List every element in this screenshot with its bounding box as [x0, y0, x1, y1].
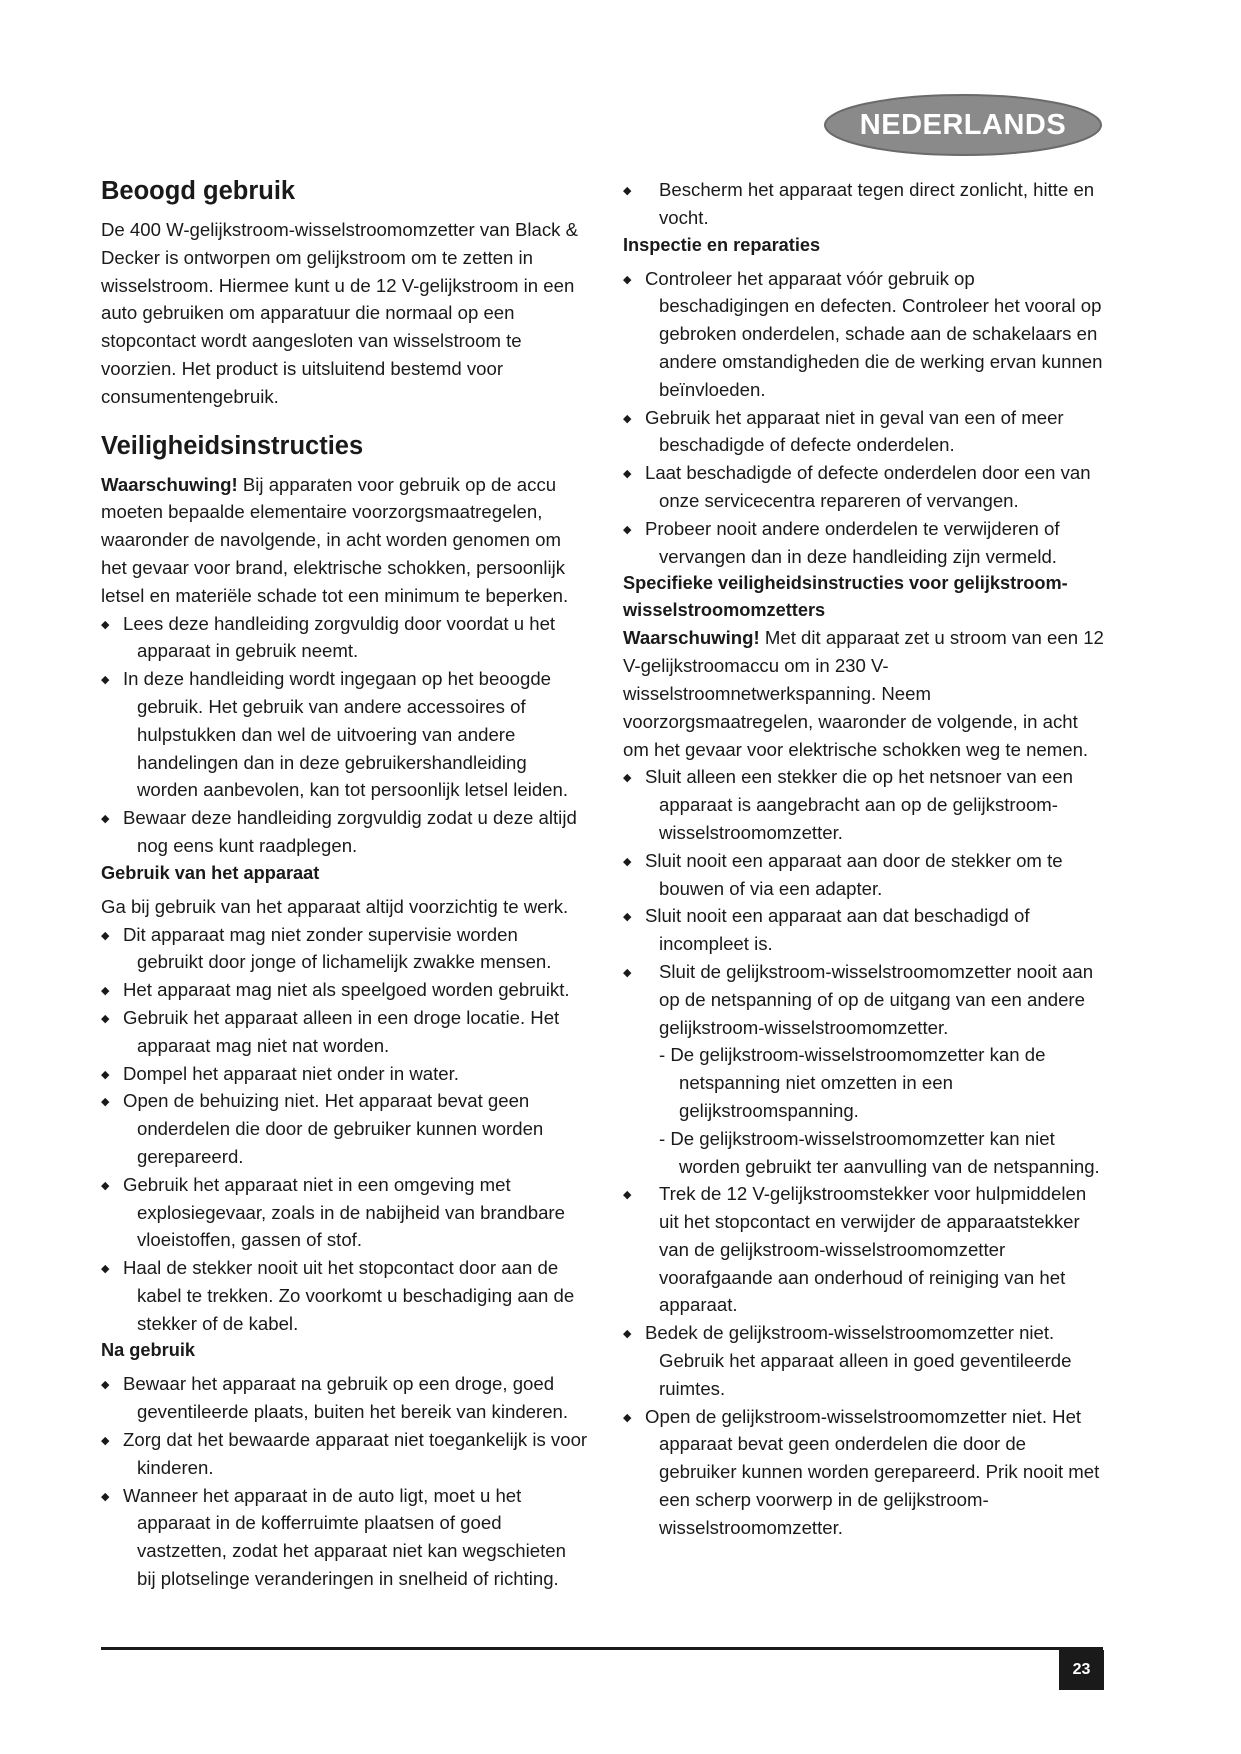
list-item: ◆ Open de gelijkstroom-wisselstroomomzetter niet. Het apparaat bevat geen onderdelen die door de gebruiker kunnen worden gerepareerd. Prik nooit met een scherp voorwerp in de gelijkstroom-wisselstroomomzetter. — [623, 1403, 1105, 1542]
usage-list — [101, 921, 589, 1338]
warning-label: Waarschuwing! — [101, 473, 238, 495]
list-item: ◆ Lees deze handleiding zorgvuldig door voordat u het apparaat in gebruik neemt. — [101, 610, 589, 666]
list-item: ◆ Bewaar het apparaat na gebruik op een droge, goed geventileerde plaats, buiten het bereik van kinderen. — [101, 1370, 589, 1426]
list-item: ◆ Laat beschadigde of defecte onderdelen door een van onze servicecentra repareren of vervangen. — [623, 459, 1105, 515]
list-item: ◆ Gebruik het apparaat niet in geval van een of meer beschadigde of defecte onderdelen. — [623, 404, 1105, 460]
after-use-list — [101, 1370, 589, 1592]
left-column — [101, 176, 589, 1593]
right-column — [623, 176, 1105, 1542]
inspection-heading: Inspectie en reparaties — [623, 234, 821, 255]
list-item: ◆ Dompel het apparaat niet onder in water. — [101, 1060, 589, 1088]
dash-item: - De gelijkstroom-wisselstroomomzetter kan de netspanning niet omzetten in een gelijkstroomspanning. — [659, 1044, 1046, 1121]
after-use-heading: Na gebruik — [101, 1340, 195, 1361]
language-label: NEDERLANDS — [859, 108, 1067, 141]
list-item: ◆ Dit apparaat mag niet zonder supervisie worden gebruikt door jonge of lichamelijk zwakke mensen. — [101, 921, 589, 977]
list-item: ◆ Wanneer het apparaat in de auto ligt, moet u het apparaat in de kofferruimte plaatsen of goed vastzetten, zodat het apparaat niet kan wegschieten bij plotselinge veranderingen in snelheid of richting. — [101, 1482, 589, 1593]
usage-intro: Ga bij gebruik van het apparaat altijd voorzichtig te werk. — [101, 895, 569, 917]
list-item: ◆ Open de behuizing niet. Het apparaat bevat geen onderdelen die door de gebruiker kunnen worden gerepareerd. — [101, 1087, 589, 1170]
specific-list-b — [623, 1180, 1105, 1541]
footer-rule — [101, 1647, 1103, 1650]
intended-use-text: De 400 W-gelijkstroom-wisselstroomomzetter van Black & Decker is ontworpen om gelijkstroom om te zetten in wisselstroom. Hiermee kunt u de 12 V-gelijkstroom in een auto gebruiken om apparatuur die normaal op een stopcontact wordt aangesloten van wisselstroom te voorzien. Het product is uitsluitend bestemd voor consumentengebruik. — [101, 219, 579, 407]
list-item: ◆ Sluit alleen een stekker die op het netsnoer van een apparaat is aangebracht aan op de gelijkstroom-wisselstroomomzetter. — [623, 763, 1105, 846]
warning-text: Bij apparaten voor gebruik op de accu moeten bepaalde elementaire voorzorgsmaatregelen, waaronder de navolgende, in acht worden genomen om het gevaar voor brand, elektrische schokken, persoonlijk letsel en materiële schade tot een minimum te beperken. — [101, 473, 569, 606]
intended-use-heading: Beoogd gebruik — [101, 177, 296, 205]
top-list — [623, 176, 1105, 232]
list-item: ◆ Probeer nooit andere onderdelen te verwijderen of vervangen dan in deze handleiding zijn vermeld. — [623, 515, 1105, 571]
safety-warning — [101, 471, 589, 610]
list-item: ◆ Trek de 12 V-gelijkstroomstekker voor hulpmiddelen uit het stopcontact en verwijder de apparaatstekker van de gelijkstroom-wisselstroomomzetter voorafgaande aan onderhoud of reiniging van het apparaat. — [623, 1180, 1105, 1319]
list-item: ◆ Het apparaat mag niet als speelgoed worden gebruikt. — [101, 976, 589, 1004]
specific-warning — [623, 624, 1105, 763]
warning-text: Met dit apparaat zet u stroom van een 12 V-gelijkstroomaccu om in 230 V-wisselstroomnetwerkspanning. Neem voorzorgsmaatregelen, waaronder de volgende, in acht om het gevaar voor elektrische schokken weg te nemen. — [623, 627, 1104, 760]
list-item: ◆ Bescherm het apparaat tegen direct zonlicht, hitte en vocht. — [623, 176, 1105, 232]
list-item: ◆ Zorg dat het bewaarde apparaat niet toegankelijk is voor kinderen. — [101, 1426, 589, 1482]
dash-list — [623, 1041, 1105, 1180]
list-item: ◆ Gebruik het apparaat niet in een omgeving met explosiegevaar, zoals in de nabijheid van brandbare vloeistoffen, gassen of stof. — [101, 1171, 589, 1254]
list-item: ◆ Haal de stekker nooit uit het stopcontact door aan de kabel te trekken. Zo voorkomt u beschadiging aan de stekker of de kabel. — [101, 1254, 589, 1337]
list-item: ◆ Bewaar deze handleiding zorgvuldig zodat u deze altijd nog eens kunt raadplegen. — [101, 804, 589, 860]
list-item: ◆ Gebruik het apparaat alleen in een droge locatie. Het apparaat mag niet nat worden. — [101, 1004, 589, 1060]
warning-label: Waarschuwing! — [623, 627, 760, 649]
list-item: ◆ In deze handleiding wordt ingegaan op het beoogde gebruik. Het gebruik van andere accessoires of hulpstukken dan wel de uitvoering van andere handelingen dan in deze gebruikershandleiding worden aanbevolen, kan tot persoonlijk letsel leiden. — [101, 665, 589, 804]
specific-safety-heading: Specifieke veiligheidsinstructies voor gelijkstroom-wisselstroomomzetters — [623, 573, 1068, 621]
list-item: ◆ Sluit nooit een apparaat aan dat beschadigd of incompleet is. — [623, 902, 1105, 958]
specific-list-a — [623, 763, 1105, 1041]
list-item: ◆ Controleer het apparaat vóór gebruik op beschadigingen en defecten. Controleer het vooral op gebroken onderdelen, schade aan de schakelaars en andere omstandigheden die de werking ervan kunnen beïnvloeden. — [623, 265, 1105, 404]
language-badge — [822, 92, 1104, 158]
list-item: ◆ Sluit nooit een apparaat aan door de stekker om te bouwen of via een adapter. — [623, 847, 1105, 903]
inspection-list — [623, 265, 1105, 571]
usage-heading: Gebruik van het apparaat — [101, 862, 320, 883]
dash-item: - De gelijkstroom-wisselstroomomzetter kan niet worden gebruikt ter aanvulling van de netspanning. — [659, 1127, 1100, 1177]
page-number: 23 — [1059, 1650, 1104, 1690]
safety-list — [101, 610, 589, 860]
list-item: ◆ Bedek de gelijkstroom-wisselstroomomzetter niet. Gebruik het apparaat alleen in goed geventileerde ruimtes. — [623, 1319, 1105, 1402]
safety-heading: Veiligheidsinstructies — [101, 431, 364, 460]
list-item: ◆ Sluit de gelijkstroom-wisselstroomomzetter nooit aan op de netspanning of op de uitgang van een andere gelijkstroom-wisselstroomomzetter. — [623, 958, 1105, 1041]
